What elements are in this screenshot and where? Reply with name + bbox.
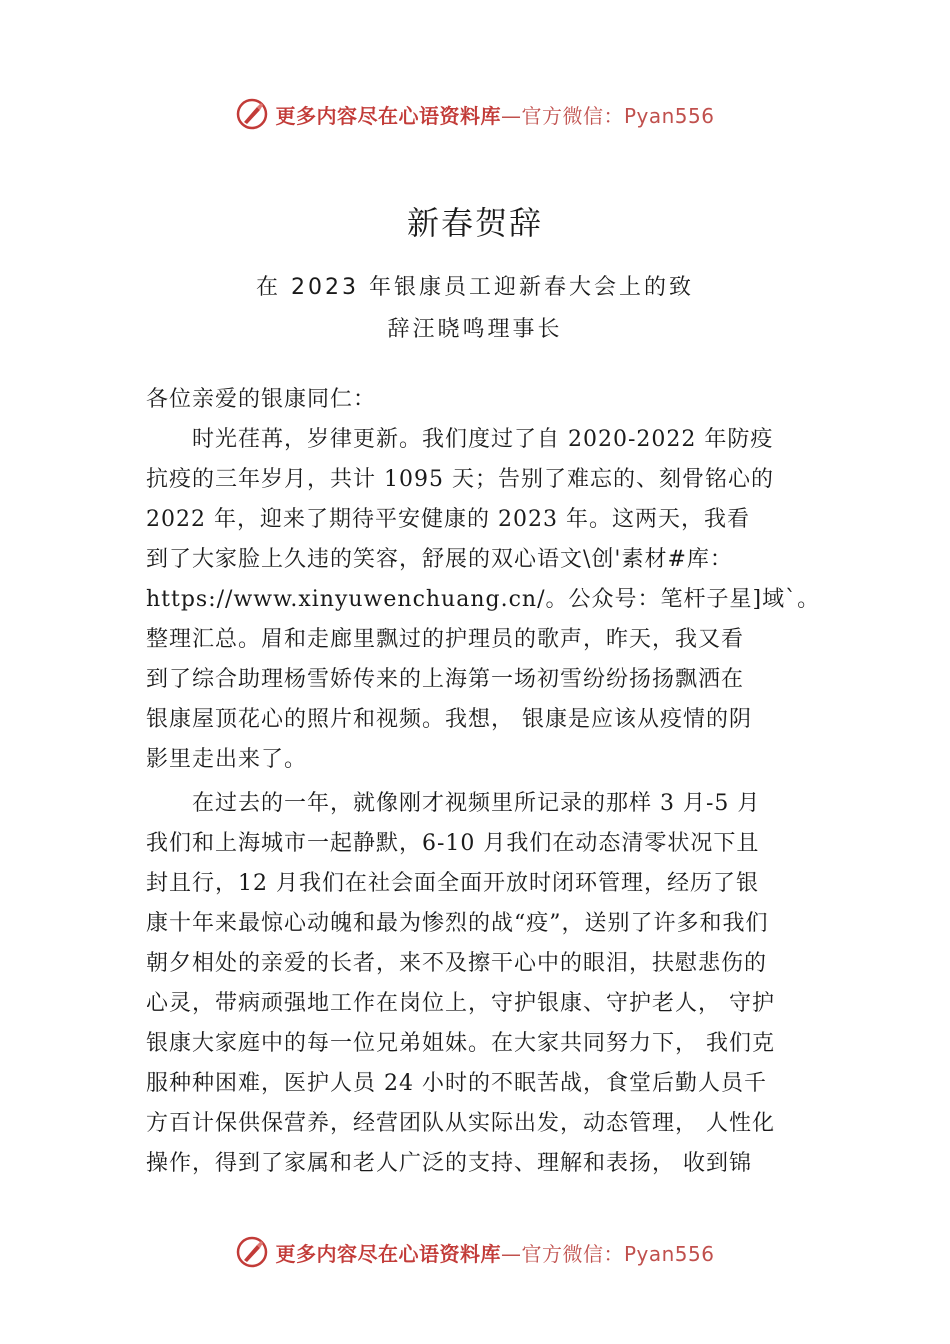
paragraph-line: 心灵，带病顽强地工作在岗位上，守护银康、守护老人， 守护	[146, 991, 775, 1016]
subtitle-line-1: 在 2023 年银康员工迎新春大会上的致	[256, 275, 694, 300]
paragraph-line: 在过去的一年，就像刚才视频里所记录的那样 3 月-5 月	[146, 791, 761, 816]
paragraph-line: 服种种困难，医护人员 24 小时的不眠苦战，食堂后勤人员千	[146, 1071, 767, 1096]
pen-logo-icon	[235, 1235, 269, 1269]
watermark-suffix: —官方微信：Pyan556	[500, 1241, 715, 1266]
greeting-line: 各位亲爱的银康同仁：	[146, 387, 377, 412]
watermark-main: 更多内容尽在心语资料库	[275, 103, 501, 128]
paragraph-line: 2022 年，迎来了期待平安健康的 2023 年。这两天，我看	[146, 507, 750, 532]
paragraph-line: 封且行，12 月我们在社会面全面开放时闭环管理，经历了银	[146, 871, 759, 896]
paragraph-1	[146, 420, 826, 780]
header-watermark	[0, 94, 950, 134]
paragraph-line: 到了大家脸上久违的笑容，舒展的双心语文\创'素材#库：	[146, 547, 733, 572]
paragraph-line: 银康大家庭中的每一位兄弟姐妹。在大家共同努力下， 我们克	[146, 1031, 775, 1056]
paragraph-line: 抗疫的三年岁月，共计 1095 天；告别了难忘的、刻骨铭心的	[146, 467, 774, 492]
paragraph-line: 方百计保供保营养，经营团队从实际出发，动态管理， 人性化	[146, 1111, 775, 1136]
watermark-main: 更多内容尽在心语资料库	[275, 1241, 501, 1266]
paragraph-line: 到了综合助理杨雪娇传来的上海第一场初雪纷纷扬扬飘洒在	[146, 667, 745, 692]
paragraph-line: 银康屋顶花心的照片和视频。我想， 银康是应该从疫情的阴	[146, 707, 752, 732]
paragraph-line: 我们和上海城市一起静默，6-10 月我们在动态清零状况下且	[146, 831, 760, 856]
paragraph-2	[146, 784, 826, 1184]
paragraph-line: 朝夕相处的亲爱的长者，来不及擦干心中的眼泪，扶慰悲伤的	[146, 951, 768, 976]
paragraph-line: https://www.xinyuwenchuang.cn/。公众号：笔杆子星]域`。	[146, 587, 821, 612]
document-title: 新春贺辞	[406, 204, 543, 242]
footer-watermark	[0, 1232, 950, 1272]
watermark-text	[275, 100, 714, 129]
paragraph-line: 康十年来最惊心动魄和最为惨烈的战“疫”，送别了许多和我们	[146, 911, 769, 936]
paragraph-line: 时光荏苒，岁律更新。我们度过了自 2020-2022 年防疫	[146, 427, 774, 452]
subtitle-line-2: 辞汪晓鸣理事长	[387, 317, 563, 342]
paragraph-line: 整理汇总。眉和走廊里飘过的护理员的歌声，昨天，我又看	[146, 627, 745, 652]
watermark-suffix: —官方微信：Pyan556	[500, 103, 715, 128]
greeting	[146, 380, 826, 420]
paragraph-line: 操作，得到了家属和老人广泛的支持、理解和表扬， 收到锦	[146, 1151, 752, 1176]
paragraph-line: 影里走出来了。	[146, 747, 308, 772]
pen-logo-icon	[235, 97, 269, 131]
watermark-text	[275, 1238, 714, 1267]
